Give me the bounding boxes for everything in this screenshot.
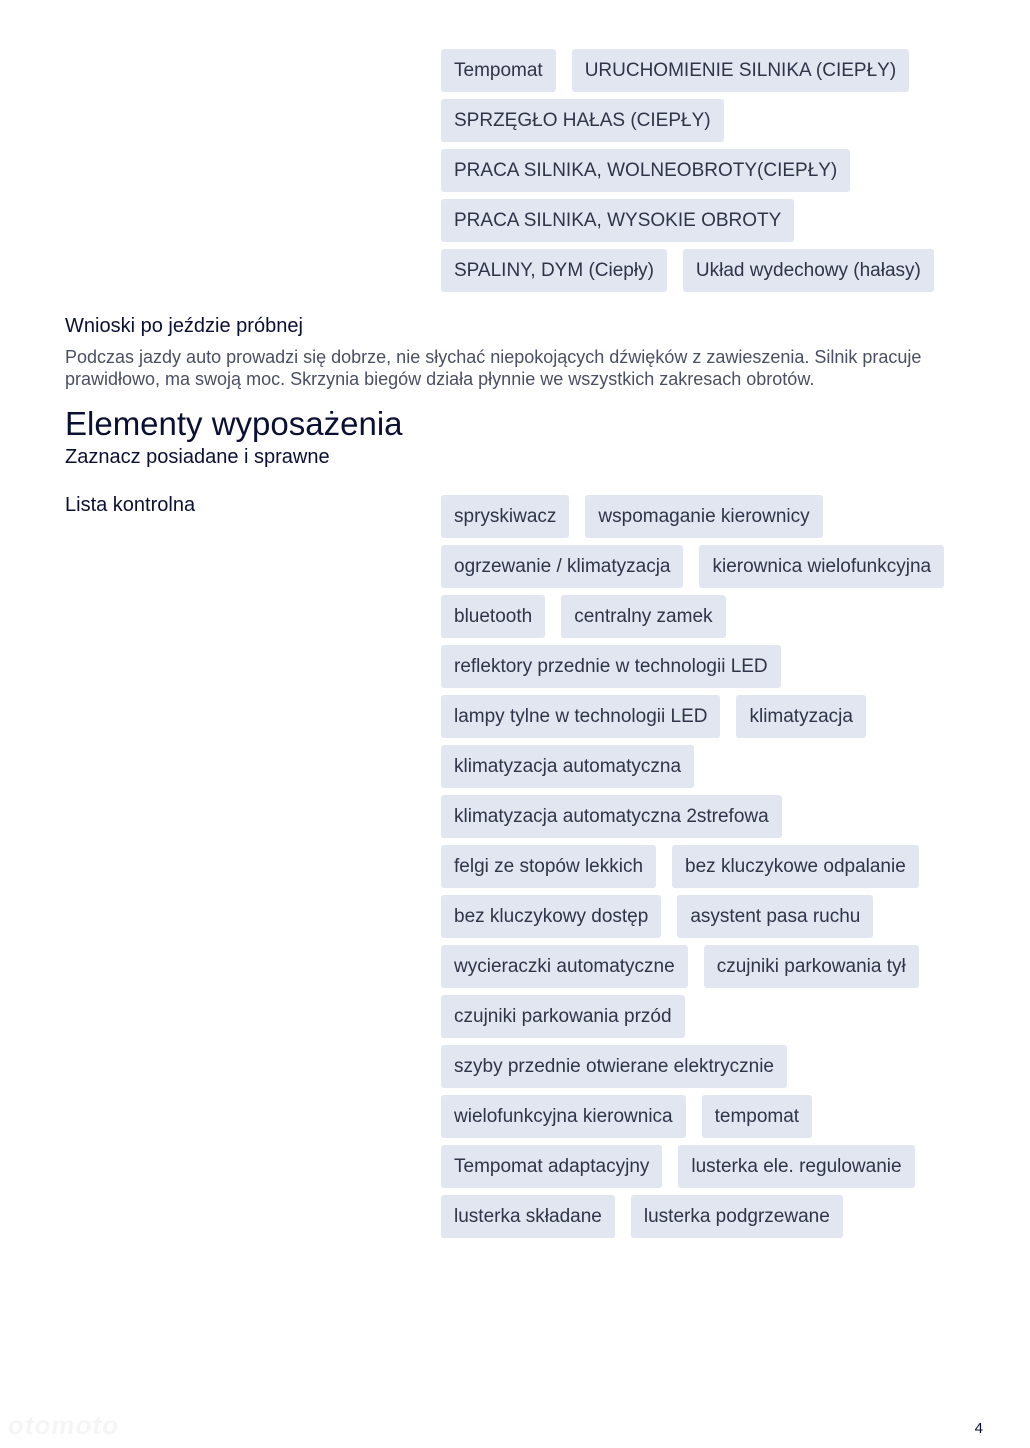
equipment-tag: bluetooth <box>441 595 545 638</box>
test-drive-tag: Układ wydechowy (hałasy) <box>683 249 934 292</box>
equipment-tag: klimatyzacja automatyczna <box>441 745 694 788</box>
equipment-subtitle: Zaznacz posiadane i sprawne <box>65 446 330 468</box>
test-drive-tag: PRACA SILNIKA, WOLNEOBROTY(CIEPŁY) <box>441 149 850 192</box>
equipment-tag: asystent pasa ruchu <box>677 895 873 938</box>
equipment-tag: lusterka podgrzewane <box>631 1195 843 1238</box>
equipment-tag: felgi ze stopów lekkich <box>441 845 656 888</box>
test-drive-tag: PRACA SILNIKA, WYSOKIE OBROTY <box>441 199 794 242</box>
equipment-tag: klimatyzacja <box>736 695 865 738</box>
equipment-tag: spryskiwacz <box>441 495 569 538</box>
conclusion-text: Podczas jazdy auto prowadzi się dobrze, nie słychać niepokojących dźwięków z zawieszenia. Silnik pracuje prawidłowo, ma swoją moc. Skrzynia biegów działa płynnie we wszystkich zakresach obrotów. <box>65 347 922 389</box>
equipment-tag: lusterka ele. regulowanie <box>678 1145 914 1188</box>
equipment-tag: czujniki parkowania tył <box>704 945 919 988</box>
equipment-tag: lampy tylne w technologii LED <box>441 695 720 738</box>
watermark-logo <box>8 1410 119 1441</box>
equipment-title: Elementy wyposażenia <box>65 405 403 442</box>
equipment-tag: wspomaganie kierownicy <box>585 495 822 538</box>
equipment-tag: lusterka składane <box>441 1195 615 1238</box>
conclusion-title: Wnioski po jeździe próbnej <box>65 315 303 337</box>
test-drive-tag: Tempomat <box>441 49 556 92</box>
equipment-tag: wielofunkcyjna kierownica <box>441 1095 686 1138</box>
equipment-tag: szyby przednie otwierane elektrycznie <box>441 1045 787 1088</box>
equipment-tag: kierownica wielofunkcyjna <box>699 545 944 588</box>
equipment-tag: reflektory przednie w technologii LED <box>441 645 781 688</box>
equipment-tag: wycieraczki automatyczne <box>441 945 688 988</box>
equipment-tags <box>441 495 961 1238</box>
page-number: 4 <box>974 1420 983 1437</box>
equipment-tag: ogrzewanie / klimatyzacja <box>441 545 683 588</box>
equipment-tag: czujniki parkowania przód <box>441 995 685 1038</box>
equipment-tag: Tempomat adaptacyjny <box>441 1145 662 1188</box>
equipment-tag: bez kluczykowy dostęp <box>441 895 661 938</box>
equipment-tag: klimatyzacja automatyczna 2strefowa <box>441 795 782 838</box>
checklist-label: Lista kontrolna <box>65 494 196 516</box>
equipment-tag: bez kluczykowe odpalanie <box>672 845 919 888</box>
equipment-tag: centralny zamek <box>561 595 725 638</box>
test-drive-tags <box>441 49 961 292</box>
test-drive-tag: SPALINY, DYM (Ciepły) <box>441 249 667 292</box>
test-drive-tag: SPRZĘGŁO HAŁAS (CIEPŁY) <box>441 99 724 142</box>
test-drive-tag: URUCHOMIENIE SILNIKA (CIEPŁY) <box>572 49 909 92</box>
equipment-tag: tempomat <box>702 1095 812 1138</box>
